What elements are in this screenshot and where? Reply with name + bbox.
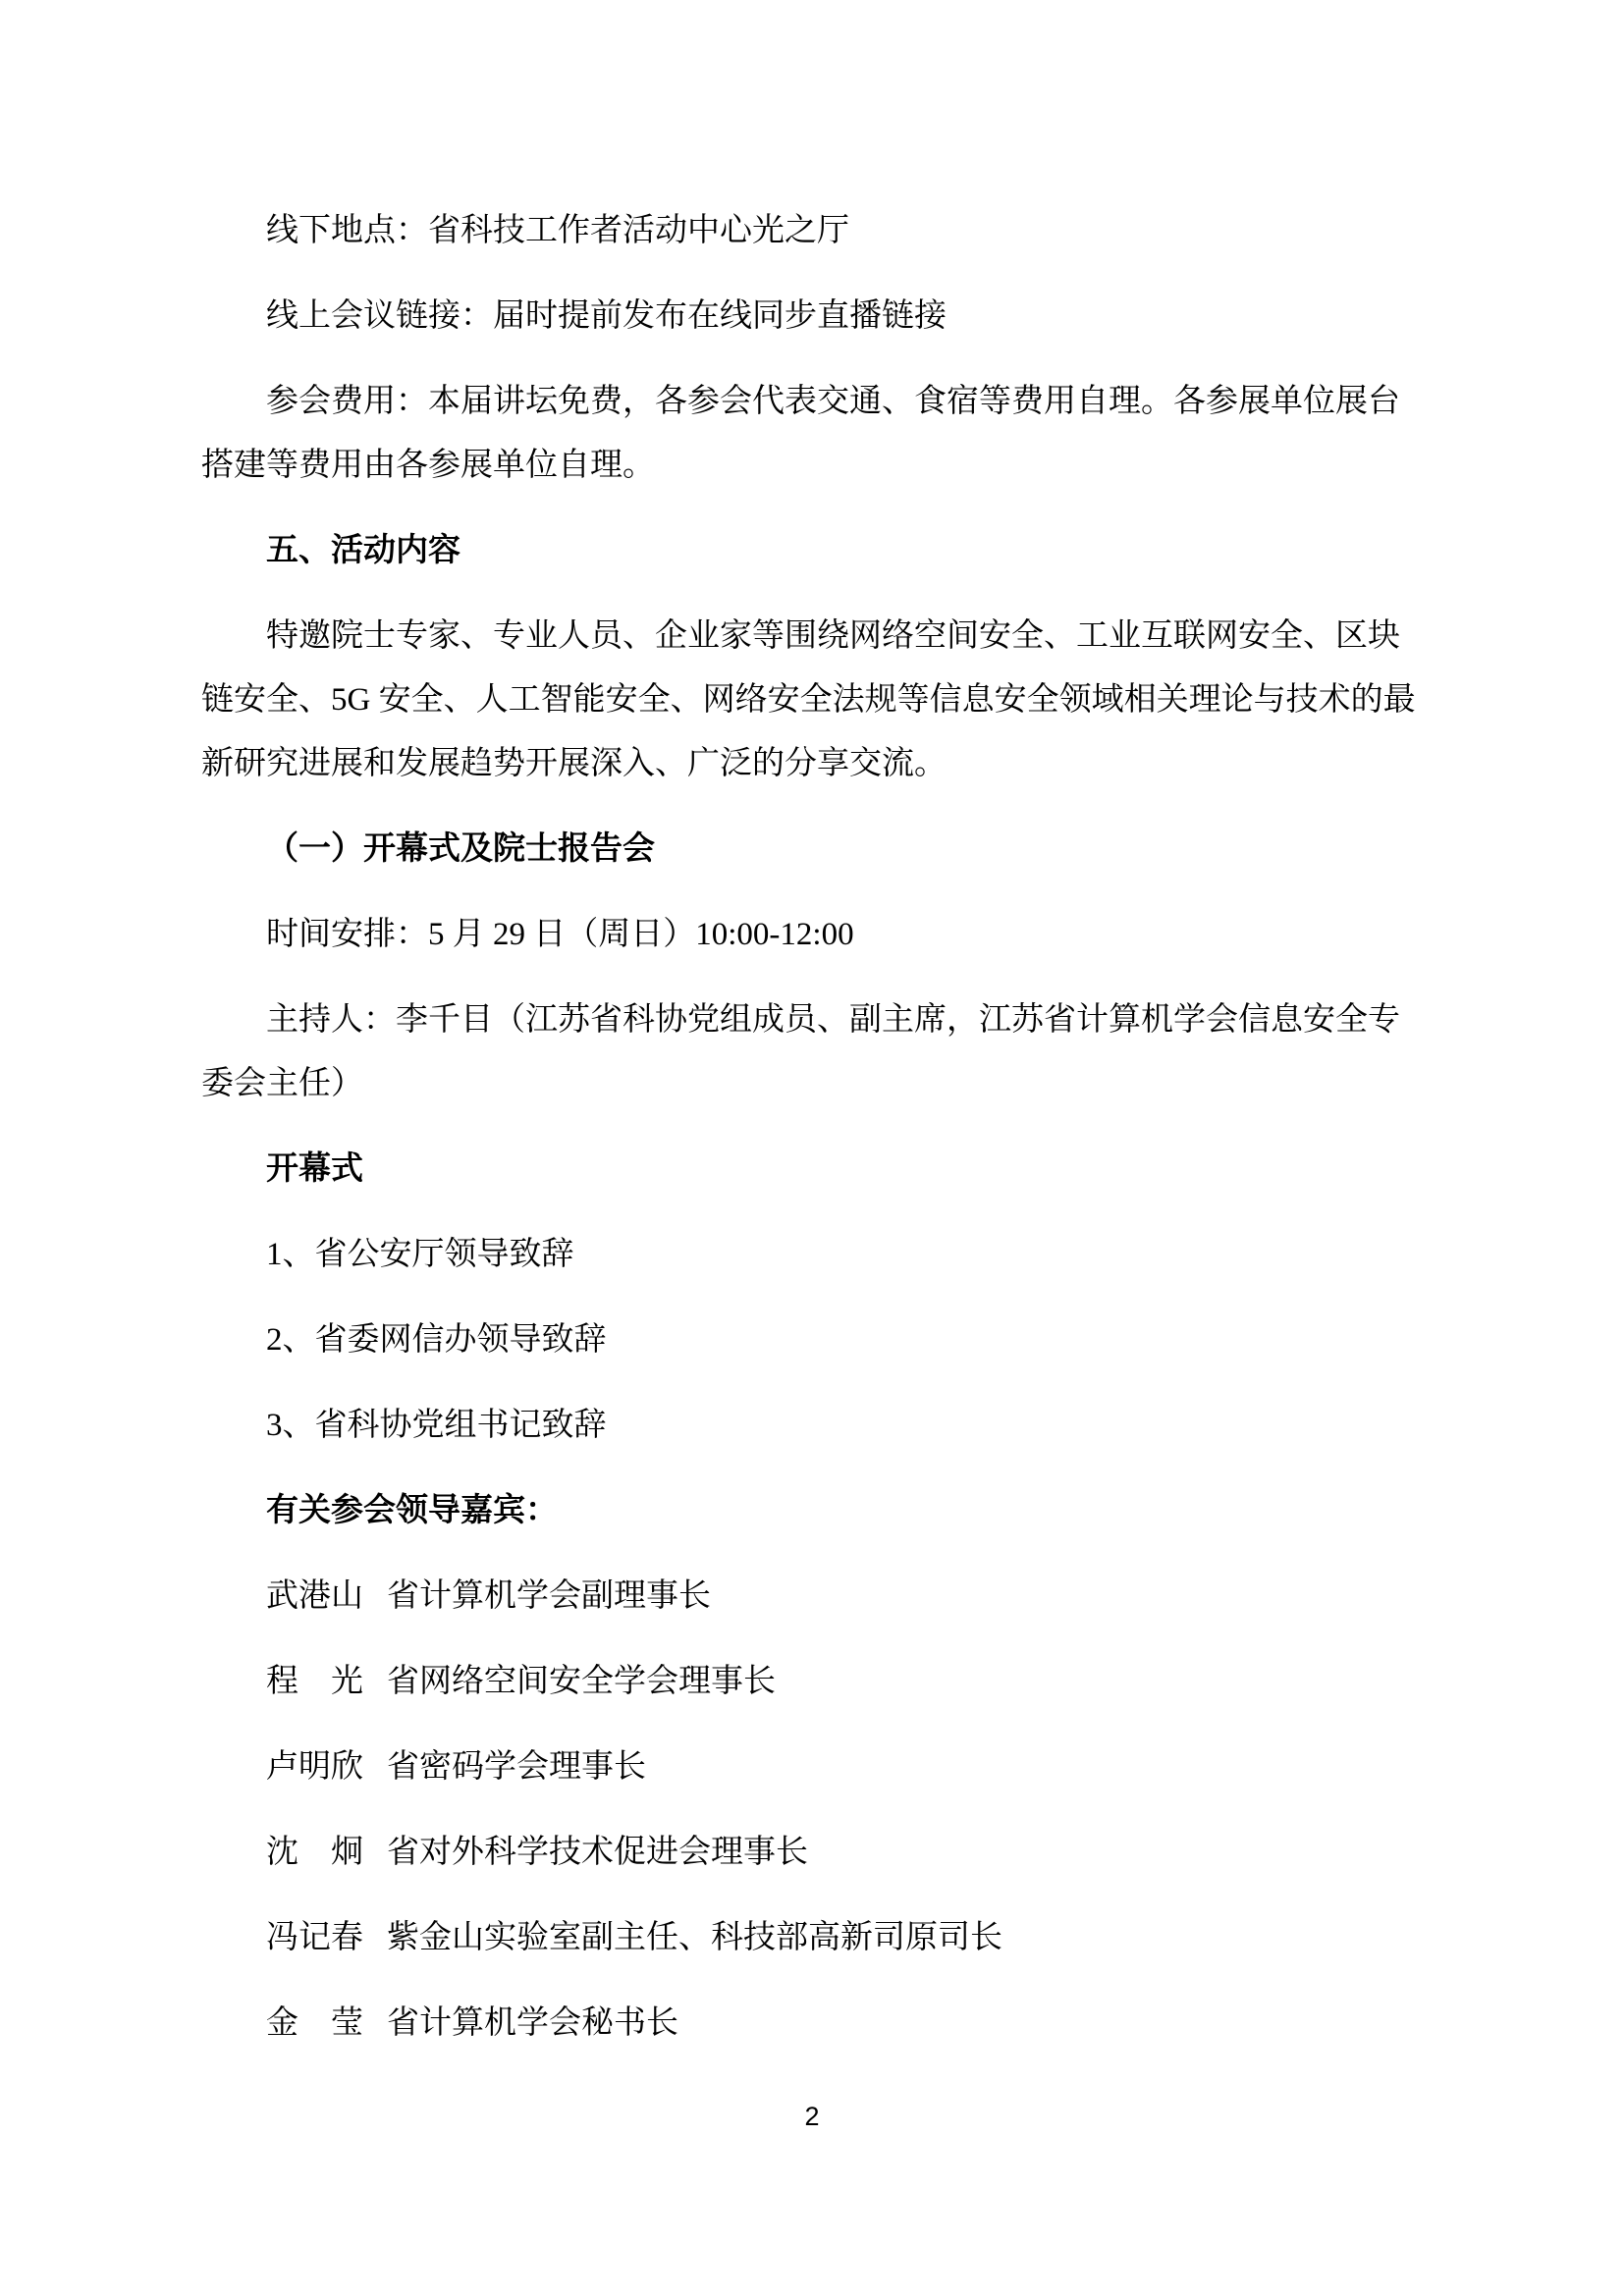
line-offline-location: 线下地点：省科技工作者活动中心光之厅 <box>266 213 849 248</box>
heading-subsection-1-opening-ceremony: （一）开幕式及院士报告会 <box>266 831 655 867</box>
guest-title: 省网络空间安全学会理事长 <box>387 1664 776 1699</box>
guest-title: 省计算机学会秘书长 <box>387 2005 678 2041</box>
line-time-schedule: 时间安排：5 月 29 日（周日）10:00-12:00 <box>266 917 854 952</box>
guest-name: 沈 炯 <box>266 1835 363 1870</box>
line-online-meeting-link: 线上会议链接：届时提前发布在线同步直播链接 <box>266 298 947 334</box>
heading-attending-leaders-guests: 有关参会领导嘉宾： <box>266 1493 558 1528</box>
guest-row <box>201 1735 1424 1799</box>
line-host-part-2: 委会主任） <box>201 1066 363 1101</box>
line-intro-part-3: 新研究进展和发展趋势开展深入、广泛的分享交流。 <box>201 746 947 781</box>
line-fee-part-1: 参会费用：本届讲坛免费，各参会代表交通、食宿等费用自理。各参展单位展台 <box>266 384 1400 419</box>
guest-name: 武港山 <box>266 1578 363 1614</box>
heading-section-5-activity-content: 五、活动内容 <box>266 533 460 568</box>
guest-title: 省密码学会理事长 <box>387 1749 646 1785</box>
guest-row <box>201 1650 1424 1714</box>
page-number: 2 <box>804 2102 820 2131</box>
guest-row <box>201 1821 1424 1885</box>
guest-name: 金 莹 <box>266 2005 363 2041</box>
guest-name: 卢明欣 <box>266 1749 363 1785</box>
line-speech-1-public-security: 1、省公安厅领导致辞 <box>266 1237 574 1272</box>
guest-row <box>201 1906 1424 1970</box>
line-speech-3-cast-secretary: 3、省科协党组书记致辞 <box>266 1408 607 1443</box>
line-speech-2-cyberspace-office: 2、省委网信办领导致辞 <box>266 1322 607 1358</box>
line-host-part-1: 主持人：李千目（江苏省科协党组成员、副主席，江苏省计算机学会信息安全专 <box>266 1002 1400 1038</box>
guest-title: 紫金山实验室副主任、科技部高新司原司长 <box>387 1920 1002 1955</box>
guest-row <box>201 1992 1424 2056</box>
line-intro-part-2: 链安全、5G 安全、人工智能安全、网络安全法规等信息安全领域相关理论与技术的最 <box>201 682 1416 718</box>
guest-title: 省计算机学会副理事长 <box>387 1578 711 1614</box>
guest-name: 冯记春 <box>266 1920 363 1955</box>
guest-row <box>201 1565 1424 1629</box>
guest-name: 程 光 <box>266 1664 363 1699</box>
heading-opening-ceremony: 开幕式 <box>266 1151 363 1187</box>
line-fee-part-2: 搭建等费用由各参展单位自理。 <box>201 448 655 483</box>
guest-title: 省对外科学技术促进会理事长 <box>387 1835 808 1870</box>
line-intro-part-1: 特邀院士专家、专业人员、企业家等围绕网络空间安全、工业互联网安全、区块 <box>266 618 1400 654</box>
